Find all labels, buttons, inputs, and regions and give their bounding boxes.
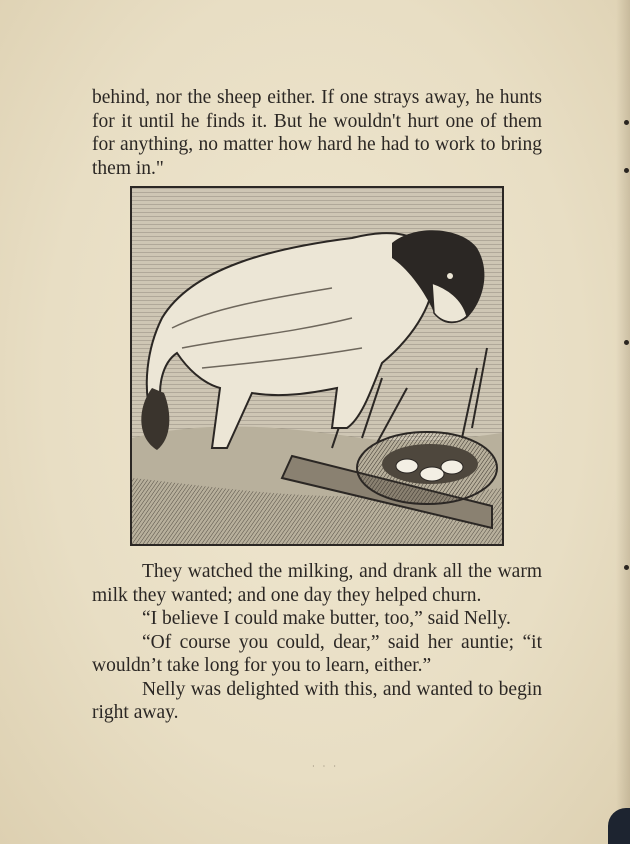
printer-mark: · · · bbox=[312, 762, 339, 771]
story-paragraphs bbox=[92, 560, 542, 725]
margin-mark bbox=[624, 565, 629, 570]
dog-by-nest-icon bbox=[132, 188, 502, 544]
page-edge-shadow bbox=[616, 0, 630, 844]
page-corner-binding bbox=[608, 808, 630, 844]
paragraph-milking: They watched the milking, and drank all the warm milk they wanted; and one day they helped churn. bbox=[92, 561, 542, 606]
margin-mark bbox=[624, 168, 629, 173]
paragraph-delighted: Nelly was delighted with this, and wanted to begin right away. bbox=[92, 678, 542, 723]
paragraph-butter: “I believe I could make butter, too,” said Nelly. bbox=[142, 608, 511, 629]
margin-mark bbox=[624, 340, 629, 345]
paragraph-auntie: “Of course you could, dear,” said her auntie; “it wouldn’t take long for you to learn, either.” bbox=[92, 631, 542, 676]
margin-mark bbox=[624, 120, 629, 125]
top-paragraph: behind, nor the sheep either. If one strays away, he hunts for it until he finds it. But he wouldn't hurt one of them for anything, no matter how hard he had to work to bring them in." bbox=[92, 87, 542, 179]
dog-engraving-illustration bbox=[130, 186, 504, 546]
